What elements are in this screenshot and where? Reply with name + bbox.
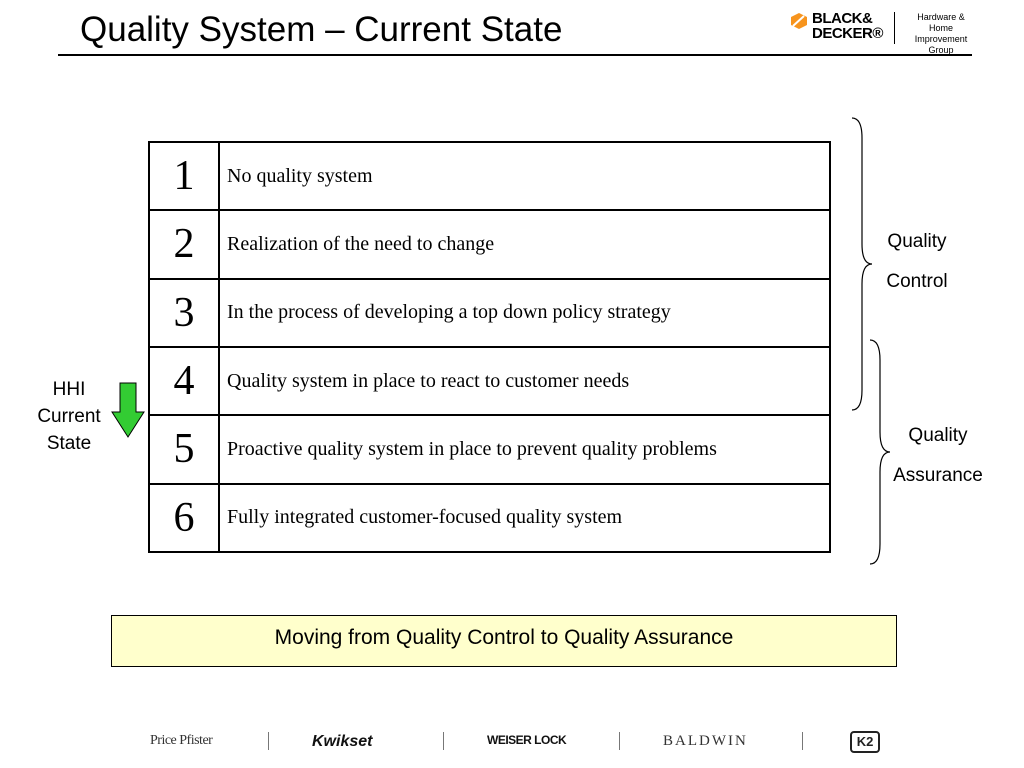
table-row <box>149 415 830 483</box>
level-number: 5 <box>149 415 219 483</box>
level-number: 3 <box>149 279 219 347</box>
quality-control-label <box>862 222 972 302</box>
title-rule <box>58 54 972 56</box>
footer-separator <box>619 732 620 750</box>
quality-assurance-line1: Quality <box>908 425 968 446</box>
current-state-line3: State <box>46 433 92 454</box>
quality-levels-table <box>148 141 831 553</box>
footer-separator <box>268 732 269 750</box>
level-description: Proactive quality system in place to prevent quality problems <box>219 415 830 483</box>
quality-control-line1: Quality <box>887 231 947 252</box>
quality-assurance-line2: Assurance <box>893 465 983 486</box>
table-row <box>149 484 830 552</box>
footer-brand-price-pfister: Price Pfister <box>150 733 213 748</box>
logo-group-name <box>902 12 980 56</box>
logo-brand-line1: BLACK& <box>812 10 873 27</box>
quality-assurance-label <box>880 416 996 496</box>
quality-control-line2: Control <box>886 271 948 292</box>
footer-brand-weiser-lock: WEISER LOCK <box>487 733 567 747</box>
current-state-label <box>20 376 118 457</box>
footer-brand-baldwin: BALDWIN <box>663 733 748 749</box>
level-number: 1 <box>149 142 219 210</box>
table-row <box>149 210 830 278</box>
down-arrow-icon <box>111 382 145 438</box>
level-number: 4 <box>149 347 219 415</box>
conclusion-banner: Moving from Quality Control to Quality Assurance <box>111 615 897 667</box>
current-state-line1: HHI <box>52 379 86 400</box>
slide-title: Quality System – Current State <box>80 10 563 49</box>
logo-group-line3: Group <box>928 45 954 55</box>
logo-group-line1: Hardware & <box>917 12 965 22</box>
level-description: No quality system <box>219 142 830 210</box>
level-number: 2 <box>149 210 219 278</box>
level-description: Quality system in place to react to customer needs <box>219 347 830 415</box>
level-number: 6 <box>149 484 219 552</box>
footer-brand-kwikset: Kwikset <box>312 733 373 750</box>
footer-separator <box>802 732 803 750</box>
current-state-line2: Current <box>37 406 101 427</box>
level-description: Fully integrated customer-focused quality system <box>219 484 830 552</box>
logo-brand-line2: DECKER® <box>812 25 883 42</box>
table-row <box>149 279 830 347</box>
table-row <box>149 347 830 415</box>
logo-brand <box>812 11 883 41</box>
table-row <box>149 142 830 210</box>
logo-group-line2: Home Improvement <box>914 23 968 44</box>
hexagon-logo-icon <box>790 12 808 30</box>
level-description: Realization of the need to change <box>219 210 830 278</box>
black-decker-logo <box>790 8 980 55</box>
level-description: In the process of developing a top down policy strategy <box>219 279 830 347</box>
footer-separator <box>443 732 444 750</box>
footer-brand-k2: K2 <box>850 731 880 753</box>
logo-separator <box>894 12 895 44</box>
